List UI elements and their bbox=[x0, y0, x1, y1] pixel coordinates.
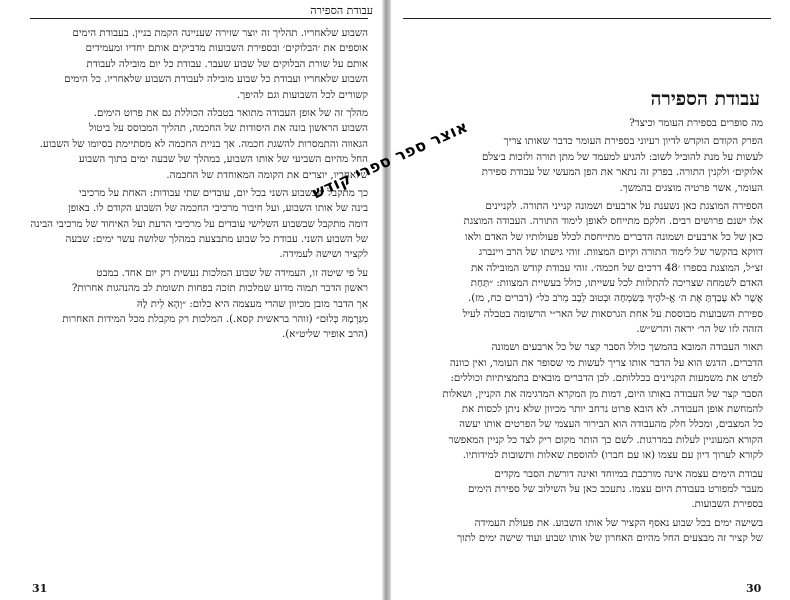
text-line: האדם לשמחה שצריכה להתלוות לכל עשייתו, כולל בעשיית המצוות: ״תַּחַת bbox=[470, 277, 763, 289]
text-line: השבוע הראשון בונה את היסודות של החכמה, תהליך המבוסס על ביטול bbox=[89, 123, 368, 135]
left-page bbox=[0, 0, 382, 600]
text-line: ראשון הדבר תמוה מדוע שמלכות תזכה בפחות תשומת לב מהנהגות אחרות? bbox=[71, 283, 368, 295]
text-line: השבוע שלאחריו. תהליך זה יוצר שזירה שעניינה הקמת בניין. בעבודת הימים bbox=[72, 28, 368, 39]
text-line: מה סופרים בספירת העומר וכיצד? bbox=[629, 118, 763, 129]
library-stamp: אוצר ספר ספרי קודש bbox=[309, 116, 471, 203]
text-line: העומר, אשר פרטיה מוצגים בהמשך. bbox=[619, 182, 763, 194]
text-line: תאור העבודה המובא בהמשך כולל הסבר קצר של כל ארבעים ושמונה bbox=[491, 342, 763, 354]
text-line: הדברים. הדגש הוא על הדבר אותו צריך לעשות מי שסופר את העומר, ואין כוונה bbox=[449, 357, 763, 369]
text-line: כך מתקבל שבשבוע השני בכל יום, עובדים שתי עבודות: האחת על מרכיבי bbox=[79, 187, 368, 199]
page-number: 31 bbox=[32, 582, 48, 595]
running-head: עבודת הספירה bbox=[310, 4, 373, 17]
text-line: אֲשֶׁר לֹא עָבַדְתָּ אֶת ה׳ אֱ-לֹהֶיךָ בְּשִׂמְחָה וּבְטוּב לֵבָב מֵרֹב כֹּל״ (דברים כח, מז). bbox=[467, 293, 763, 305]
text-line: מעבר למפורט בעבודת היום עצמו. נתעכב כאן על השילוב של ספירת הימים bbox=[467, 483, 763, 495]
text-line: לקציר ושישה לעמידה. bbox=[279, 249, 368, 261]
text-line: אותם על שורת הבלוקים של שבוע שעבר. עבודת כל יום מובילה לעבודת bbox=[86, 58, 368, 70]
text-line: לעשות על מנת להוביל לשוב: להגיע למעמד של מתן תורה ולזכות ב׳צלם bbox=[482, 151, 763, 163]
chapter-title: עבודת הספירה bbox=[650, 88, 760, 110]
text-line: דומה מתקבל שבשבוע השלישי עובדים על מרכיבי הדעת ועל האיחוד של מרכיבי הבינה bbox=[30, 218, 368, 230]
text-line: כאן של כל ארבעים ושמונה הדברים מתייחסת לכלל פעולותיו של האדם ולאו bbox=[465, 231, 763, 243]
page-number: 30 bbox=[746, 582, 762, 595]
text-line: בשישה ימים בכל שבוע נאסף הקציר של אותו השבוע. את פעולת העמידה bbox=[474, 517, 763, 529]
text-line: הסבר קצר של העבודה באותו היום, דמות מן המקרא המדגימה את הקניין, ושאלות bbox=[442, 388, 763, 400]
text-line: על פי שיטה זו, העמידה של שבוע המלכות נעשית רק יום אחד. במבט bbox=[96, 267, 368, 279]
text-line: הזהה לזו של הר׳ יראה והרש״ש. bbox=[636, 324, 763, 336]
text-line: להמחשת אופן העבודה. לא הובא פרוט נרחב יותר מכיוון שלא ניתן לכסות את bbox=[461, 404, 763, 416]
book-gutter bbox=[382, 0, 391, 600]
text-line: זצ״ל, המוצגת בספרו ׳48 דרכים של חכמה׳. זוהי עבודת קודש המובילה את bbox=[470, 262, 763, 274]
text-line: שלאחריו, יוצרים את הקומה המאוחדת של החכמה. bbox=[166, 169, 368, 181]
text-line: הספירה המוצגת כאן נשענת על ארבעים ושמונה קנייני התורה. לקניינים bbox=[485, 200, 763, 212]
text-line: בינה של אותו השבוע, ועל חיבור מרכיבי החכמה של השבוע הקודם לו. באופן bbox=[68, 203, 368, 215]
text-line: מהלך זה של אופן העבודה מתואר בטבלה הכוללת גם את פרוט הימים. bbox=[93, 107, 368, 119]
text-line: הפרק הקודם הוקדש לדיון רעיוני בספירת העומר כדבר שאותו צריך bbox=[503, 136, 763, 148]
text-line: (הרב אופיר שליט״א). bbox=[282, 329, 368, 341]
text-line: אלו ישנם פרושים רבים. חלקם מתייחס לאופן לימוד התורה. העבודה המוצגת bbox=[463, 216, 763, 228]
text-line: כל המצבים, ומכלל חלק מהעבודה הוא הבירור העצמי של הפרטים אותו יעשה bbox=[459, 419, 763, 431]
text-line: מִגַּרְמָהּ כְּלוּם״ (זוהר בראשית קסא.). המלכות רק מקבלת מכל המידות האחרות bbox=[62, 314, 368, 326]
text-line: דווקא בהקשר של לימוד התורה וקיום המצוות. זוהי גישתו של הרב ויינברג bbox=[478, 247, 763, 259]
text-line: הגאווה והתמסרות להשגת חכמה. אך בניית החכמה לא מסתיימת בסיומו של השבוע. bbox=[39, 138, 368, 150]
text-line: אך הדבר מובן מכיוון שהרי מעצמה היא כלום: ״וְהָא לֵית לָהּ bbox=[136, 298, 368, 310]
text-line: אלוקים׳ ולקנין התורה. בפרק זה נתאר את הפן המעשי של עבודת ספירת bbox=[481, 167, 763, 179]
text-line: ספירת השבועות מבוססת על אחת הגרסאות של האר״י הרשומה בטבלה לעיל bbox=[462, 308, 763, 320]
text-line: של השבוע השני. עבודת כל שבוע מתבצעת במהלך שלושה עשר ימים: שבעה bbox=[65, 234, 368, 246]
text-line: החל מהיום השביעי של אותו השבוע, במהלך של שבעה ימים בתוך השבוע bbox=[78, 154, 368, 166]
right-page bbox=[391, 0, 790, 600]
text-line: הקורא המעוניין לעלות במדרגות. לשם כך הותר מקום ריק לצד כל קניין המאפשר bbox=[448, 434, 763, 446]
header-rule bbox=[30, 18, 368, 19]
text-line: לפרט את משמעות הקניינים בכללותם. לכן הדברים מובאים בתמציתיות וכוללים: bbox=[450, 373, 763, 385]
text-line: עבודת הימים עצמה אינה מורכבת במיוחד ואינה דורשת הסבר מקדים bbox=[494, 468, 763, 480]
text-line: בספירת השבועות. bbox=[691, 499, 763, 511]
text-line: של קציר זה מבצעים החל מהיום האחרון של אותו שבוע ועוד שישה ימים לתוך bbox=[457, 533, 763, 545]
right-page-body bbox=[411, 116, 763, 547]
text-line: השבוע שלאחריו ועבודת כל שבוע מובילה לעבודת השבוע שלאחריו. כל הימים bbox=[64, 74, 368, 86]
text-line: לקורא לערוך דיון עם עצמו (או עם חברו) להוספת שאלות ותשובות למידותיו. bbox=[462, 450, 763, 462]
text-line: קשורים לכל השבועות וגם להיפך. bbox=[236, 89, 368, 101]
text-line: אוספים את ׳הבלוקים׳ ובספירת השבועות מדביקים אותם יחדיו ומעמידים bbox=[85, 43, 368, 55]
header-rule bbox=[403, 18, 771, 19]
